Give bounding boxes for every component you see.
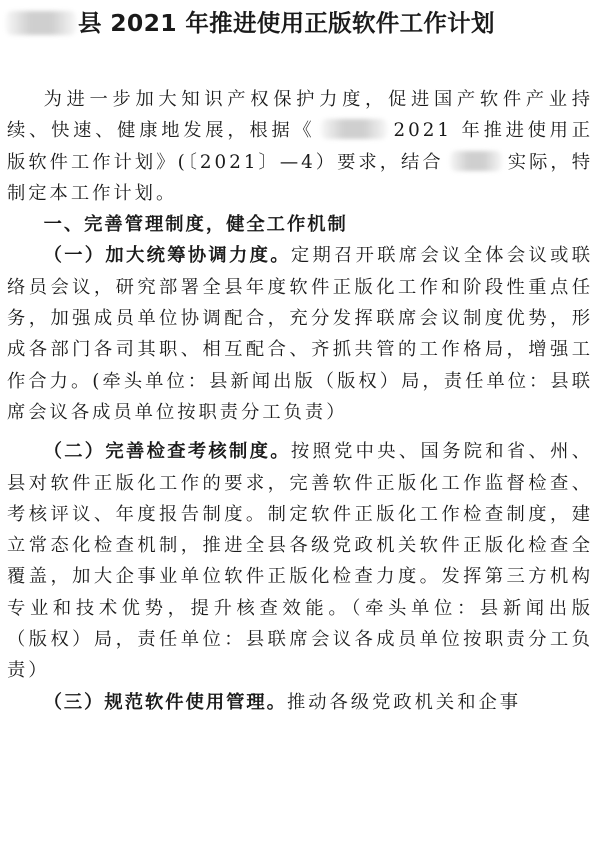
intro-text-part1: 为进一步加大知识产权保护力度，促进国产软件产业持续、快速、健康地发展，根据《: [7, 89, 593, 142]
item-text-2: 按照党中央、国务院和省、州、县对软件正版化工作的要求，完善软件正版化工作监督检查、考核评议、年度报告制度。制定软件正版化工作检查制度，建立常态化检查机制，推进全县各级党政机关软件正版化检查全覆盖，加大企事业单位软件正版化检查力度。发挥第三方机构专业和技术优势，提升核查效能。（牵头单位：县新闻出版（版权）局，责任单位：县联席会议各成员单位按职责分工负责）: [7, 441, 594, 682]
item-paragraph-1: [7, 240, 593, 428]
intro-text-part3: 实际，特制定本工作计划。: [7, 151, 593, 204]
item-heading-2: （二）完善检查考核制度。: [43, 441, 291, 463]
intro-paragraph: [7, 84, 593, 209]
redacted-document-name: [321, 119, 387, 139]
item-heading-1: （一）加大统筹协调力度。: [43, 245, 291, 267]
item-text-1: 定期召开联席会议全体会议或联络员会议，研究部署全县年度软件正版化工作和阶段性重点任务，加强成员单位协调配合，充分发挥联席会议制度优势，形成各部门各司其职、相互配合、齐抓共管的工作格局，增强工作合力。(牵头单位：县新闻出版（版权）局，责任单位：县联席会议各成员单位按职责分工负责）: [7, 245, 594, 423]
intro-text-part2: 2021 年推进使用正版软件工作计划》(〔2021〕—4）要求，结合: [7, 120, 594, 173]
redacted-county-name: [6, 11, 76, 35]
paragraph-spacer: [7, 428, 593, 436]
item-text-3: 推动各级党政机关和企事: [286, 691, 522, 713]
document-title: [6, 6, 606, 40]
section-heading: 一、完善管理制度，健全工作机制: [43, 214, 348, 236]
document-title-text: 县 2021 年推进使用正版软件工作计划: [78, 9, 495, 37]
redacted-locality-name: [450, 151, 502, 171]
document-body: [7, 84, 593, 718]
item-paragraph-2: [7, 436, 593, 686]
item-heading-3: （三）规范软件使用管理。: [43, 691, 287, 713]
item-paragraph-3: [7, 687, 593, 718]
